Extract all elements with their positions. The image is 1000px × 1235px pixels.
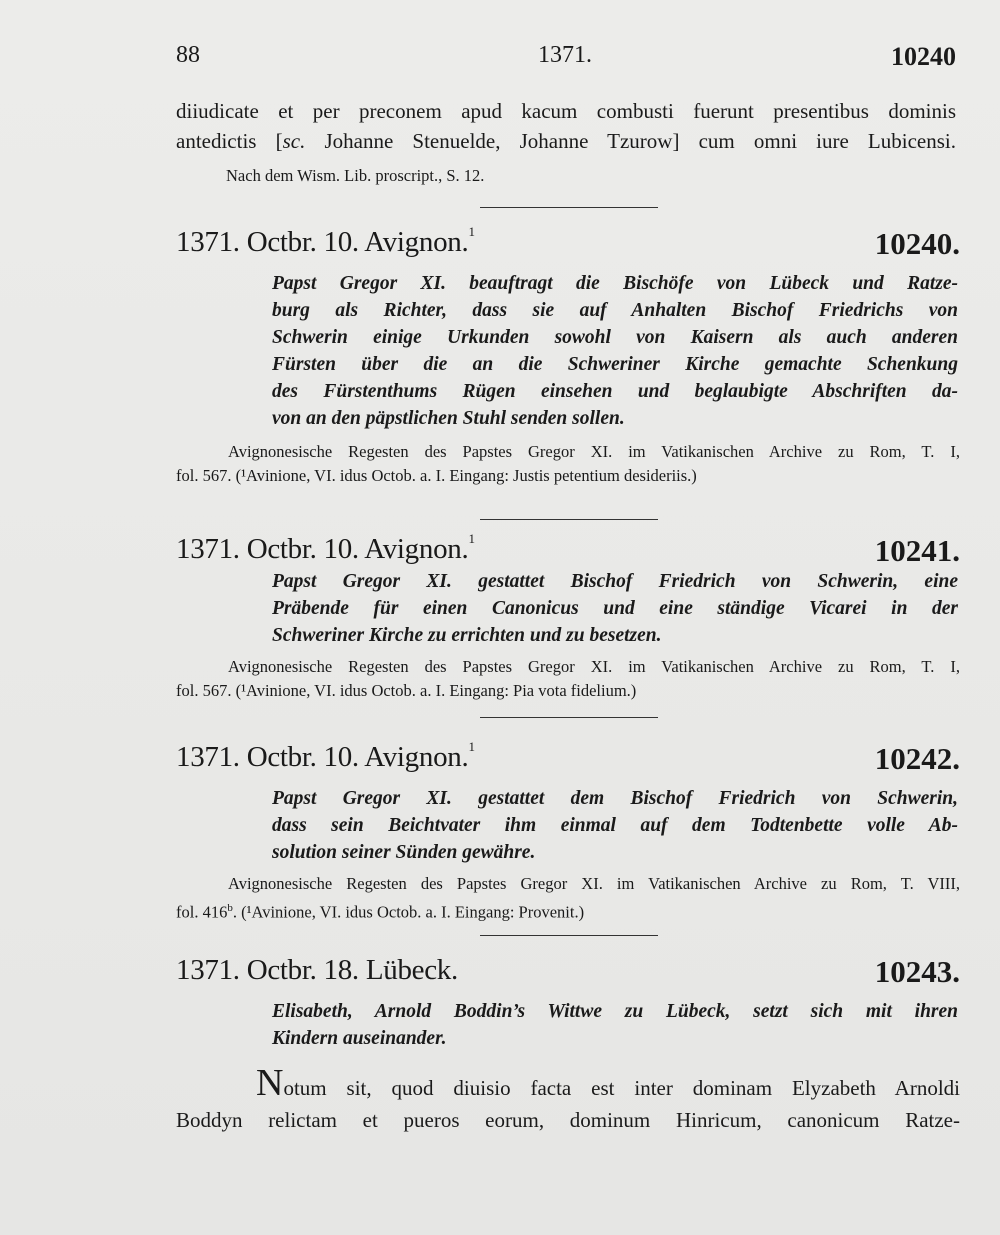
- source-line: Avignonesische Regesten des Papstes Gregor XI. im Vatikanischen Archive zu Rom, T. VIII,: [228, 874, 960, 893]
- continuation-line-2: antedictis [sc. Johanne Stenuelde, Johanne Tzurow] cum omni iure Lubicensi.: [176, 129, 956, 153]
- source-line: fol. 567. (¹Avinione, VI. idus Octob. a. I. Eingang: Justis petentium desideriis.): [176, 466, 697, 485]
- entry-regest: [272, 785, 958, 866]
- source-line: Avignonesische Regesten des Papstes Gregor XI. im Vatikanischen Archive zu Rom, T. I,: [228, 442, 960, 461]
- separator-rule: [480, 207, 658, 208]
- separator-rule: [480, 717, 658, 718]
- body-line: Boddyn relictam et pueros eorum, dominum Hinricum, canonicum Ratze-: [176, 1108, 960, 1132]
- entry-date: 1371. Octbr. 10. Avignon.$^1$: [176, 531, 475, 565]
- entry-heading: [176, 226, 960, 266]
- regest-line: solution seiner Sünden gewähre.: [272, 842, 536, 863]
- regest-line: Schwerin einige Urkunden sowohl von Kaisern als auch anderen: [272, 327, 958, 348]
- header-doc-number: 10240: [891, 42, 956, 71]
- regest-line: dass sein Beichtvater ihm einmal auf dem Todtenbette volle Ab-: [272, 815, 958, 836]
- page-number: 88: [176, 42, 200, 68]
- separator-rule: [480, 519, 658, 520]
- page-header: [176, 42, 956, 72]
- separator-rule: [480, 935, 658, 936]
- regest-line: Kindern auseinander.: [272, 1028, 447, 1049]
- entry-date: 1371. Octbr. 10. Avignon.$^1$: [176, 739, 475, 773]
- regest-line: von an den päpstlichen Stuhl senden sollen.: [272, 408, 625, 429]
- regest-line: Papst Gregor XI. beauftragt die Bischöfe von Lübeck und Ratze-: [272, 273, 958, 294]
- regest-line: burg als Richter, dass sie auf Anhalten Bischof Friedrichs von: [272, 300, 958, 321]
- entry-source: [176, 440, 960, 488]
- entry-heading: [176, 533, 960, 573]
- body-line: Notum sit, quod diuisio facta est inter dominam Elyzabeth Arnoldi: [256, 1062, 960, 1104]
- entry-heading: [176, 954, 960, 994]
- continuation-text: [176, 96, 956, 156]
- entry-heading: [176, 741, 960, 781]
- regest-line: Papst Gregor XI. gestattet Bischof Friedrich von Schwerin, eine: [272, 571, 958, 592]
- drop-cap: N: [256, 1062, 284, 1104]
- entry-date: 1371. Octbr. 18. Lübeck.: [176, 954, 458, 986]
- entry-date: 1371. Octbr. 10. Avignon.$^1$: [176, 224, 475, 258]
- entry-number: 10241.: [874, 533, 960, 568]
- source-line: fol. 567. (¹Avinione, VI. idus Octob. a. I. Eingang: Pia vota fidelium.): [176, 681, 637, 700]
- regest-line: des Fürstenthums Rügen einsehen und beglaubigte Abschriften da-: [272, 381, 958, 402]
- regest-line: Papst Gregor XI. gestattet dem Bischof Friedrich von Schwerin,: [272, 788, 958, 809]
- entry-regest: [272, 270, 958, 432]
- entry-source: [176, 655, 960, 703]
- continuation-source: Nach dem Wism. Lib. proscript., S. 12.: [226, 166, 485, 185]
- regest-line: Fürsten über die an die Schweriner Kirche gemachte Schenkung: [272, 354, 958, 375]
- header-year: 1371.: [538, 42, 592, 68]
- document-body-text: [176, 1062, 960, 1136]
- entry-regest: [272, 568, 958, 649]
- continuation-line-1: diiudicate et per preconem apud kacum combusti fuerunt presentibus dominis: [176, 99, 956, 123]
- entry-number: 10243.: [874, 954, 960, 989]
- regest-line: Elisabeth, Arnold Boddin’s Wittwe zu Lübeck, setzt sich mit ihren: [272, 1001, 958, 1022]
- entry-number: 10242.: [874, 741, 960, 776]
- source-line: fol. 416$^b$. (¹Avinione, VI. idus Octob. a. I. Eingang: Provenit.): [176, 902, 585, 922]
- source-line: Avignonesische Regesten des Papstes Gregor XI. im Vatikanischen Archive zu Rom, T. I,: [228, 657, 960, 676]
- regest-line: Schweriner Kirche zu errichten und zu besetzen.: [272, 625, 662, 646]
- regest-line: Präbende für einen Canonicus und eine ständige Vicarei in der: [272, 598, 958, 619]
- entry-regest: [272, 998, 958, 1052]
- entry-number: 10240.: [874, 226, 960, 261]
- entry-source: [176, 872, 960, 925]
